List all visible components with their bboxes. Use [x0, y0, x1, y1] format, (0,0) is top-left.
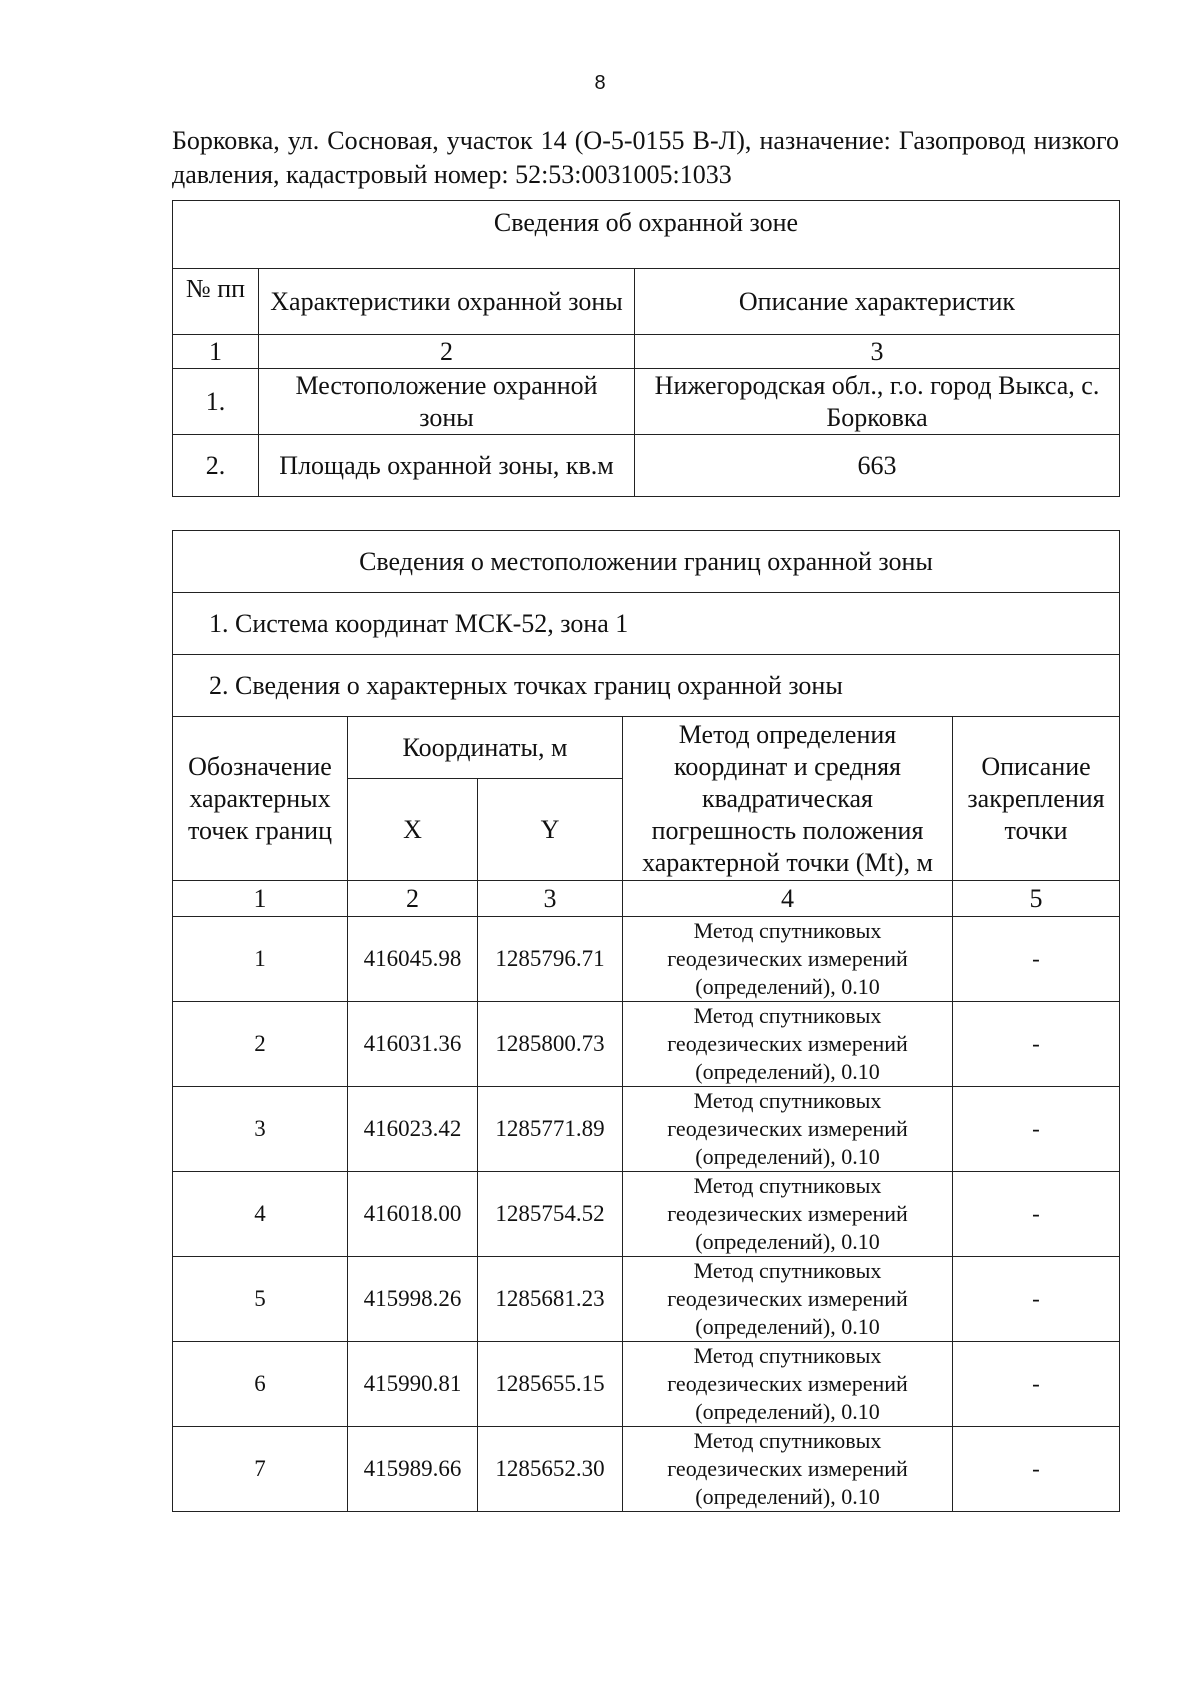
point-y: 1285800.73	[478, 1002, 623, 1087]
header-method: Метод определения координат и средняя квадратическая погрешность положения характерной точки (Mt), м	[623, 717, 953, 881]
point-description: -	[953, 1002, 1120, 1087]
point-y: 1285652.30	[478, 1427, 623, 1512]
table-row	[173, 435, 1120, 497]
point-description: -	[953, 917, 1120, 1002]
point-method: Метод спутниковых геодезических измерений (определений), 0.10	[623, 1342, 953, 1427]
column-number: 4	[623, 881, 953, 917]
point-description: -	[953, 1257, 1120, 1342]
row-characteristic: Площадь охранной зоны, кв.м	[259, 435, 635, 497]
point-x: 415998.26	[348, 1257, 478, 1342]
point-y: 1285771.89	[478, 1087, 623, 1172]
point-method: Метод спутниковых геодезических измерений (определений), 0.10	[623, 1087, 953, 1172]
point-method: Метод спутниковых геодезических измерений (определений), 0.10	[623, 1257, 953, 1342]
table-row	[173, 1172, 1120, 1257]
protection-zone-table	[172, 200, 1120, 497]
header-y: Y	[478, 779, 623, 881]
point-x: 415990.81	[348, 1342, 478, 1427]
column-number: 5	[953, 881, 1120, 917]
header-point-description: Описание закрепления точки	[953, 717, 1120, 881]
point-id: 4	[173, 1172, 348, 1257]
table-row	[173, 369, 1120, 435]
point-method: Метод спутниковых геодезических измерений (определений), 0.10	[623, 917, 953, 1002]
column-number: 1	[173, 335, 259, 369]
point-id: 2	[173, 1002, 348, 1087]
column-number: 2	[348, 881, 478, 917]
boundary-points-table	[172, 530, 1120, 1512]
header-designation: Обозначение характерных точек границ	[173, 717, 348, 881]
row-characteristic: Местоположение охранной зоны	[259, 369, 635, 435]
row-number: 2.	[173, 435, 259, 497]
row-value: 663	[635, 435, 1120, 497]
point-id: 5	[173, 1257, 348, 1342]
table-row	[173, 1002, 1120, 1087]
row-value: Нижегородская обл., г.о. город Выкса, с. Борковка	[635, 369, 1120, 435]
header-characteristic: Характеристики охранной зоны	[259, 269, 635, 335]
point-description: -	[953, 1172, 1120, 1257]
header-description: Описание характеристик	[635, 269, 1120, 335]
coordinate-system: 1. Система координат МСК-52, зона 1	[173, 593, 1120, 655]
zone-table-title: Сведения об охранной зоне	[173, 201, 1120, 269]
column-number: 2	[259, 335, 635, 369]
point-x: 416023.42	[348, 1087, 478, 1172]
table-row	[173, 1257, 1120, 1342]
point-x: 416045.98	[348, 917, 478, 1002]
table-row	[173, 1342, 1120, 1427]
column-number: 1	[173, 881, 348, 917]
page-number: 8	[594, 72, 606, 94]
column-number: 3	[478, 881, 623, 917]
points-title: 2. Сведения о характерных точках границ охранной зоны	[173, 655, 1120, 717]
point-description: -	[953, 1427, 1120, 1512]
point-id: 1	[173, 917, 348, 1002]
header-number: № пп	[173, 269, 259, 335]
point-method: Метод спутниковых геодезических измерений (определений), 0.10	[623, 1172, 953, 1257]
point-x: 416018.00	[348, 1172, 478, 1257]
point-method: Метод спутниковых геодезических измерений (определений), 0.10	[623, 1427, 953, 1512]
point-x: 416031.36	[348, 1002, 478, 1087]
boundary-table-title: Сведения о местоположении границ охранной зоны	[173, 531, 1120, 593]
point-y: 1285655.15	[478, 1342, 623, 1427]
table-row	[173, 1087, 1120, 1172]
point-method: Метод спутниковых геодезических измерений (определений), 0.10	[623, 1002, 953, 1087]
intro-text: Борковка, ул. Сосновая, участок 14 (О-5-0155 В-Л), назначение: Газопровод низкого давления, кадастровый номер: 52:53:0031005:1033	[172, 126, 1119, 189]
point-description: -	[953, 1342, 1120, 1427]
table-row	[173, 917, 1120, 1002]
point-x: 415989.66	[348, 1427, 478, 1512]
point-id: 3	[173, 1087, 348, 1172]
point-id: 6	[173, 1342, 348, 1427]
table-row	[173, 1427, 1120, 1512]
point-description: -	[953, 1087, 1120, 1172]
point-id: 7	[173, 1427, 348, 1512]
column-number: 3	[635, 335, 1120, 369]
point-y: 1285754.52	[478, 1172, 623, 1257]
point-y: 1285681.23	[478, 1257, 623, 1342]
row-number: 1.	[173, 369, 259, 435]
header-x: X	[348, 779, 478, 881]
point-y: 1285796.71	[478, 917, 623, 1002]
header-coordinates: Координаты, м	[348, 717, 623, 779]
